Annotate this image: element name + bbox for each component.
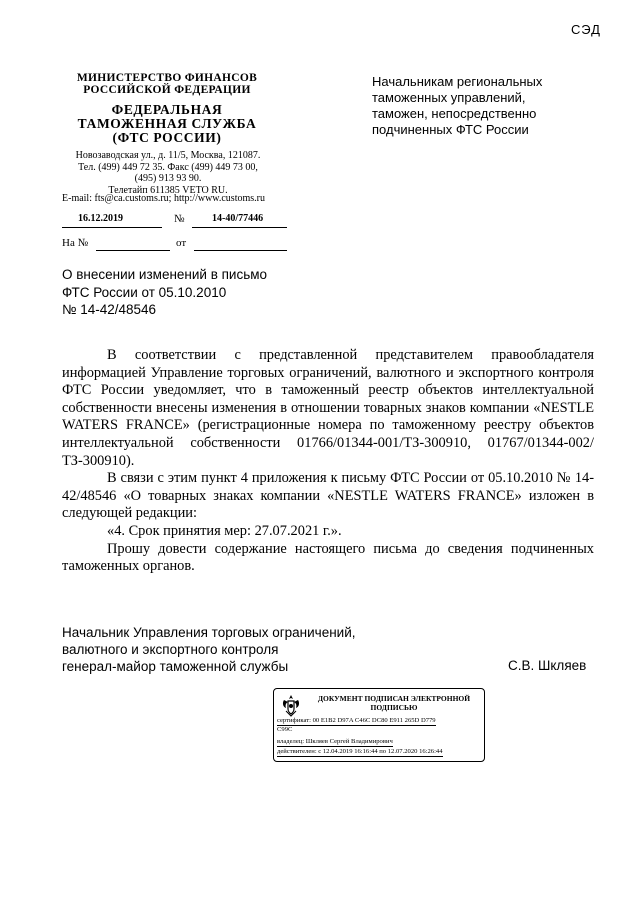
- sender-email: E-mail: fts@ca.customs.ru; http://www.customs.ru: [62, 193, 265, 204]
- emblem-icon: [279, 693, 303, 717]
- subject-line: ФТС России от 05.10.2010: [62, 284, 227, 300]
- service-line: ФЕДЕРАЛЬНАЯ: [111, 102, 223, 117]
- stamp-title: [308, 694, 480, 712]
- registration-number: 14-40/77446: [212, 213, 264, 224]
- stamp-title-line: ПОДПИСЬЮ: [370, 703, 418, 712]
- address-line: (495) 913 93 90.: [134, 173, 202, 184]
- ref-label: На №: [62, 237, 89, 249]
- letter-subject: [62, 266, 267, 319]
- date-underline: [62, 227, 162, 228]
- signatory-name: С.В. Шкляев: [508, 658, 587, 673]
- addressee-line: таможен, непосредственно: [372, 106, 537, 121]
- body-paragraph: В соответствии с представленной представителем правообладателя информацией Управление торговых ограничений, валютного и экспортного контроля ФТС России уведомляет, что в таможенный реестр объектов интеллектуальной собственности внесены изменения в отношении товарных знаков компании «NESTLE WATERS FRANCE» (регистрационные номера по таможенному реестру объектов интеллектуальной собственности 01766/01344-001/ТЗ-300910, 01767/01344-002/ТЗ-300910).: [62, 347, 594, 469]
- service-line: (ФТС РОССИИ): [112, 130, 222, 145]
- subject-line: О внесении изменений в письмо: [62, 267, 268, 282]
- ministry-line: МИНИСТЕРСТВО ФИНАНСОВ: [76, 72, 258, 84]
- address-line: Тел. (499) 449 72 35. Факс (499) 449 73 00,: [78, 161, 258, 173]
- body-paragraph: В связи с этим пункт 4 приложения к письму ФТС России от 05.10.2010 № 14-42/48546 «О товарных знаках компании «NESTLE WATERS FRANCE» изложен в следующей редакции:: [62, 470, 594, 522]
- signatory-line: генерал-майор таможенной службы: [62, 659, 289, 674]
- subject-line: № 14-42/48546: [62, 302, 157, 317]
- number-label: №: [174, 213, 185, 225]
- signatory-position: [62, 624, 356, 675]
- registration-date: 16.12.2019: [78, 213, 123, 224]
- ref-underline: [96, 250, 170, 251]
- address-line: Новозаводская ул., д. 11/5, Москва, 121087.: [75, 150, 261, 161]
- stamp-certificate: сертификат: 00 E1B2 D97A C46C DC80 E911 265D D779: [277, 717, 436, 724]
- from-label: от: [176, 237, 187, 249]
- body-paragraph: Прошу довести содержание настоящего письма до сведения подчиненных таможенных органов.: [62, 540, 594, 575]
- ministry-header: [44, 72, 290, 96]
- addressee: [372, 74, 542, 138]
- doc-mark: СЭД: [571, 22, 601, 37]
- body-paragraph: «4. Срок принятия мер: 27.07.2021 г.».: [107, 522, 342, 539]
- service-line: ТАМОЖЕННАЯ СЛУЖБА: [77, 116, 257, 131]
- stamp-validity: действителен: с 12.04.2019 16:16:44 по 12.07.2020 16:26:44: [277, 748, 443, 755]
- service-header: [44, 103, 290, 145]
- stamp-certificate-cont: C99C: [277, 726, 293, 733]
- stamp-title-line: ДОКУМЕНТ ПОДПИСАН ЭЛЕКТРОННОЙ: [317, 694, 471, 703]
- number-underline: [192, 227, 287, 228]
- addressee-line: таможенных управлений,: [372, 90, 526, 105]
- addressee-line: подчиненных ФТС России: [372, 122, 529, 137]
- e-signature-stamp: [273, 688, 485, 762]
- letter-body: [62, 347, 594, 576]
- sender-address: [46, 150, 290, 196]
- from-underline: [194, 250, 287, 251]
- address-line: Телетайп 611385 VETO RU.: [108, 184, 228, 196]
- signatory-line: Начальник Управления торговых ограничений,: [62, 625, 356, 640]
- signatory-line: валютного и экспортного контроля: [62, 642, 279, 657]
- ministry-line: РОССИЙСКОЙ ФЕДЕРАЦИИ: [83, 84, 251, 96]
- stamp-owner: владелец: Шкляев Сергей Владимирович: [277, 738, 393, 745]
- addressee-line: Начальникам региональных: [372, 74, 543, 89]
